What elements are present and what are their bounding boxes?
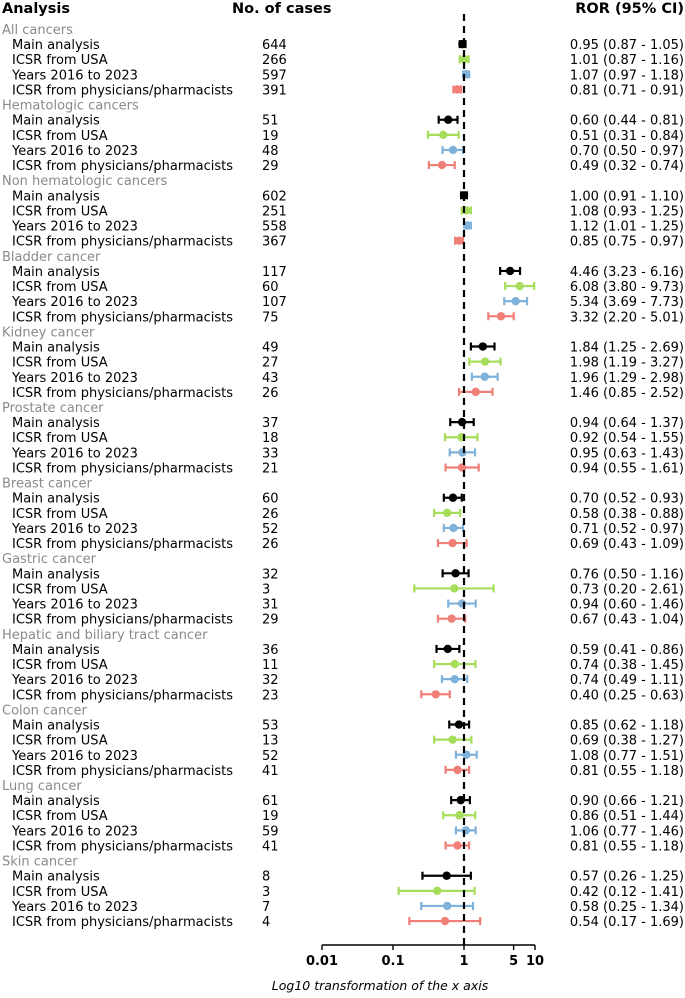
- row-cases: 644: [262, 38, 287, 54]
- row-label: ICSR from USA: [12, 658, 108, 674]
- row-cases: 3: [262, 884, 271, 900]
- row-ror-text: 6.08 (3.80 - 9.73): [569, 280, 684, 296]
- row-cases: 8: [262, 869, 271, 885]
- row-label: Years 2016 to 2023: [12, 899, 138, 915]
- row-cases: 4: [262, 915, 271, 931]
- group-title: Kidney cancer: [2, 325, 95, 341]
- row-label: Years 2016 to 2023: [12, 597, 138, 613]
- row-cases: 37: [262, 416, 279, 432]
- row-ror-text: 0.95 (0.87 - 1.05): [569, 38, 684, 54]
- row-label: ICSR from physicians/pharmacists: [12, 688, 234, 704]
- row-ror-text: 0.94 (0.60 - 1.46): [569, 597, 684, 613]
- row-cases: 32: [262, 673, 279, 689]
- row-label: Years 2016 to 2023: [12, 824, 138, 840]
- row-label: ICSR from physicians/pharmacists: [12, 915, 234, 931]
- group-title: Prostate cancer: [2, 401, 104, 416]
- row-cases: 11: [262, 658, 279, 674]
- row-cases: 49: [262, 340, 279, 356]
- row-cases: 52: [262, 748, 279, 764]
- group-title: Bladder cancer: [2, 249, 101, 265]
- row-cases: 43: [262, 370, 279, 386]
- row-ror-text: 5.34 (3.69 - 7.73): [569, 295, 684, 311]
- row-ror-text: 1.06 (0.77 - 1.46): [569, 824, 684, 840]
- row-label: Main analysis: [12, 38, 100, 54]
- row-cases: 266: [262, 53, 287, 69]
- row-cases: 26: [262, 385, 279, 401]
- point-estimate: [443, 902, 451, 910]
- row-ror-text: 0.51 (0.31 - 0.84): [569, 128, 684, 144]
- row-ror-text: 0.95 (0.63 - 1.43): [569, 446, 684, 462]
- row-label: ICSR from USA: [12, 431, 108, 447]
- row-label: ICSR from USA: [12, 582, 108, 598]
- point-estimate: [443, 509, 451, 517]
- row-ror-text: 1.46 (0.85 - 2.52): [569, 385, 684, 401]
- row-label: ICSR from physicians/pharmacists: [12, 310, 234, 326]
- point-estimate: [442, 872, 450, 880]
- row-label: Main analysis: [12, 113, 100, 129]
- row-label: Years 2016 to 2023: [12, 748, 138, 764]
- row-ror-text: 0.70 (0.50 - 0.97): [569, 143, 684, 159]
- point-estimate: [462, 826, 470, 834]
- row-label: ICSR from USA: [12, 733, 108, 749]
- row-ror-text: 0.94 (0.64 - 1.37): [569, 416, 684, 432]
- point-estimate: [481, 357, 489, 365]
- row-ror-text: 0.74 (0.38 - 1.45): [569, 658, 684, 674]
- row-cases: 19: [262, 128, 279, 144]
- row-cases: 26: [262, 506, 279, 522]
- group-title: Non hematologic cancers: [2, 174, 168, 190]
- row-ror-text: 0.58 (0.38 - 0.88): [569, 506, 684, 522]
- point-estimate: [439, 131, 447, 139]
- row-ror-text: 1.00 (0.91 - 1.10): [569, 189, 684, 205]
- row-ror-text: 1.12 (1.01 - 1.25): [569, 219, 684, 235]
- group-title: Breast cancer: [2, 476, 92, 492]
- row-ror-text: 0.86 (0.51 - 1.44): [569, 809, 684, 825]
- point-estimate: [450, 584, 458, 592]
- row-ror-text: 1.84 (1.25 - 2.69): [569, 340, 684, 356]
- row-ror-text: 0.94 (0.55 - 1.61): [569, 461, 684, 477]
- point-estimate: [453, 766, 461, 774]
- row-ror-text: 3.32 (2.20 - 5.01): [569, 310, 684, 326]
- row-label: Years 2016 to 2023: [12, 673, 138, 689]
- row-cases: 29: [262, 612, 279, 628]
- row-cases: 32: [262, 567, 279, 583]
- row-cases: 52: [262, 521, 279, 537]
- row-ror-text: 0.81 (0.71 - 0.91): [569, 83, 684, 99]
- row-cases: 7: [262, 899, 271, 915]
- group-title: Gastric cancer: [2, 552, 96, 568]
- row-cases: 117: [262, 264, 287, 280]
- row-ror-text: 0.40 (0.25 - 0.63): [569, 688, 684, 704]
- row-label: ICSR from physicians/pharmacists: [12, 234, 234, 250]
- row-label: Main analysis: [12, 491, 100, 507]
- point-estimate: [441, 917, 449, 925]
- axis-tick-label: 5: [509, 954, 519, 969]
- point-estimate: [497, 312, 505, 320]
- row-ror-text: 1.98 (1.19 - 3.27): [569, 355, 684, 371]
- point-estimate: [515, 282, 523, 290]
- point-estimate: [444, 116, 452, 124]
- point-estimate: [481, 373, 489, 381]
- row-label: ICSR from USA: [12, 128, 108, 144]
- row-cases: 367: [262, 234, 287, 250]
- row-ror-text: 0.58 (0.25 - 1.34): [569, 899, 684, 915]
- row-label: ICSR from physicians/pharmacists: [12, 159, 234, 175]
- row-ror-text: 1.01 (0.87 - 1.16): [569, 53, 684, 69]
- row-label: ICSR from USA: [12, 809, 108, 825]
- row-ror-text: 0.81 (0.55 - 1.18): [569, 839, 684, 855]
- row-cases: 26: [262, 537, 279, 553]
- row-cases: 251: [262, 204, 287, 220]
- row-cases: 558: [262, 219, 287, 235]
- row-label: Years 2016 to 2023: [12, 521, 138, 537]
- row-ror-text: 0.90 (0.66 - 1.21): [569, 794, 684, 810]
- point-estimate: [448, 539, 456, 547]
- row-label: ICSR from USA: [12, 355, 108, 371]
- point-estimate: [432, 690, 440, 698]
- row-ror-text: 0.70 (0.52 - 0.93): [569, 491, 684, 507]
- row-label: Main analysis: [12, 189, 100, 205]
- point-estimate: [447, 614, 455, 622]
- row-cases: 391: [262, 83, 287, 99]
- row-ror-text: 0.92 (0.54 - 1.55): [569, 431, 684, 447]
- row-ror-text: 0.59 (0.41 - 0.86): [569, 642, 684, 658]
- row-label: Main analysis: [12, 340, 100, 356]
- row-ror-text: 0.49 (0.32 - 0.74): [569, 159, 684, 175]
- row-cases: 18: [262, 431, 279, 447]
- row-label: ICSR from physicians/pharmacists: [12, 839, 234, 855]
- row-label: ICSR from physicians/pharmacists: [12, 537, 234, 553]
- group-title: Skin cancer: [2, 854, 78, 870]
- row-label: Main analysis: [12, 718, 100, 734]
- row-ror-text: 1.96 (1.29 - 2.98): [569, 370, 684, 386]
- row-label: Years 2016 to 2023: [12, 295, 138, 311]
- row-cases: 51: [262, 113, 279, 129]
- point-estimate: [451, 569, 459, 577]
- axis-tick-label: 0.01: [305, 954, 339, 969]
- group-title: Lung cancer: [2, 779, 82, 794]
- group-title: Colon cancer: [2, 703, 87, 719]
- row-cases: 48: [262, 143, 279, 159]
- row-ror-text: 0.71 (0.52 - 0.97): [569, 521, 684, 537]
- row-label: Main analysis: [12, 794, 100, 810]
- point-estimate: [458, 40, 466, 48]
- point-estimate: [444, 645, 452, 653]
- row-cases: 31: [262, 597, 279, 613]
- point-estimate: [449, 494, 457, 502]
- row-cases: 41: [262, 839, 279, 855]
- row-ror-text: 0.73 (0.20 - 2.61): [569, 582, 684, 598]
- point-estimate: [471, 388, 479, 396]
- point-estimate: [455, 720, 463, 728]
- row-cases: 61: [262, 794, 279, 810]
- row-cases: 27: [262, 355, 279, 371]
- header-analysis: Analysis: [2, 1, 70, 17]
- row-ror-text: 1.08 (0.77 - 1.51): [569, 748, 684, 764]
- row-label: Main analysis: [12, 869, 100, 885]
- row-ror-text: 0.85 (0.75 - 0.97): [569, 234, 684, 250]
- row-label: Main analysis: [12, 642, 100, 658]
- row-cases: 13: [262, 733, 279, 749]
- row-ror-text: 0.54 (0.17 - 1.69): [569, 915, 684, 931]
- row-label: Years 2016 to 2023: [12, 68, 138, 84]
- row-label: ICSR from physicians/pharmacists: [12, 461, 234, 477]
- group-title: Hematologic cancers: [2, 98, 139, 114]
- point-estimate: [448, 735, 456, 743]
- point-estimate: [438, 161, 446, 169]
- row-label: ICSR from USA: [12, 280, 108, 296]
- row-ror-text: 0.74 (0.49 - 1.11): [569, 673, 684, 689]
- row-ror-text: 4.46 (3.23 - 6.16): [569, 264, 684, 280]
- row-cases: 75: [262, 310, 279, 326]
- header-ror: ROR (95% CI): [575, 1, 684, 17]
- row-label: ICSR from USA: [12, 53, 108, 69]
- row-ror-text: 0.60 (0.44 - 0.81): [569, 113, 684, 129]
- row-cases: 597: [262, 68, 287, 84]
- row-cases: 29: [262, 159, 279, 175]
- row-label: ICSR from physicians/pharmacists: [12, 385, 234, 401]
- row-ror-text: 0.69 (0.43 - 1.09): [569, 537, 684, 553]
- row-cases: 41: [262, 763, 279, 779]
- row-label: ICSR from physicians/pharmacists: [12, 83, 234, 99]
- point-estimate: [453, 841, 461, 849]
- row-label: ICSR from physicians/pharmacists: [12, 612, 234, 628]
- point-estimate: [511, 297, 519, 305]
- row-cases: 53: [262, 718, 279, 734]
- row-label: Main analysis: [12, 416, 100, 432]
- row-label: Main analysis: [12, 264, 100, 280]
- axis-tick-label: 0.1: [381, 954, 405, 969]
- row-ror-text: 0.67 (0.43 - 1.04): [569, 612, 684, 628]
- row-cases: 602: [262, 189, 287, 205]
- axis-caption: Log10 transformation of the x axis: [271, 978, 489, 993]
- row-cases: 60: [262, 491, 279, 507]
- row-ror-text: 0.42 (0.12 - 1.41): [569, 884, 684, 900]
- row-label: ICSR from physicians/pharmacists: [12, 763, 234, 779]
- row-cases: 36: [262, 642, 279, 658]
- row-cases: 19: [262, 809, 279, 825]
- row-label: Main analysis: [12, 567, 100, 583]
- row-label: Years 2016 to 2023: [12, 446, 138, 462]
- row-label: Years 2016 to 2023: [12, 219, 138, 235]
- row-label: ICSR from USA: [12, 506, 108, 522]
- plot-rows: [2, 23, 684, 930]
- row-ror-text: 0.69 (0.38 - 1.27): [569, 733, 684, 749]
- group-title: All cancers: [2, 23, 73, 38]
- row-cases: 60: [262, 280, 279, 296]
- group-title: Hepatic and biliary tract cancer: [2, 627, 208, 643]
- point-estimate: [506, 267, 514, 275]
- row-ror-text: 1.07 (0.97 - 1.18): [569, 68, 684, 84]
- row-cases: 3: [262, 582, 271, 598]
- row-cases: 107: [262, 295, 287, 311]
- row-label: ICSR from USA: [12, 884, 108, 900]
- row-ror-text: 1.08 (0.93 - 1.25): [569, 204, 684, 220]
- axis-tick-label: 10: [525, 954, 545, 969]
- row-ror-text: 0.57 (0.26 - 1.25): [569, 869, 684, 885]
- point-estimate: [479, 342, 487, 350]
- row-cases: 33: [262, 446, 279, 462]
- row-label: ICSR from USA: [12, 204, 108, 220]
- point-estimate: [455, 236, 463, 244]
- header-cases: No. of cases: [232, 1, 332, 17]
- row-cases: 59: [262, 824, 279, 840]
- point-estimate: [449, 146, 457, 154]
- x-axis: [306, 14, 544, 969]
- row-ror-text: 0.81 (0.55 - 1.18): [569, 763, 684, 779]
- point-estimate: [453, 85, 461, 93]
- row-cases: 23: [262, 688, 279, 704]
- row-ror-text: 0.85 (0.62 - 1.18): [569, 718, 684, 734]
- row-label: Years 2016 to 2023: [12, 143, 138, 159]
- point-estimate: [451, 675, 459, 683]
- row-label: Years 2016 to 2023: [12, 370, 138, 386]
- point-estimate: [455, 811, 463, 819]
- point-estimate: [451, 660, 459, 668]
- point-estimate: [458, 448, 466, 456]
- row-cases: 21: [262, 461, 279, 477]
- point-estimate: [449, 524, 457, 532]
- row-ror-text: 0.76 (0.50 - 1.16): [569, 567, 684, 583]
- axis-tick-label: 1: [459, 954, 469, 969]
- point-estimate: [433, 887, 441, 895]
